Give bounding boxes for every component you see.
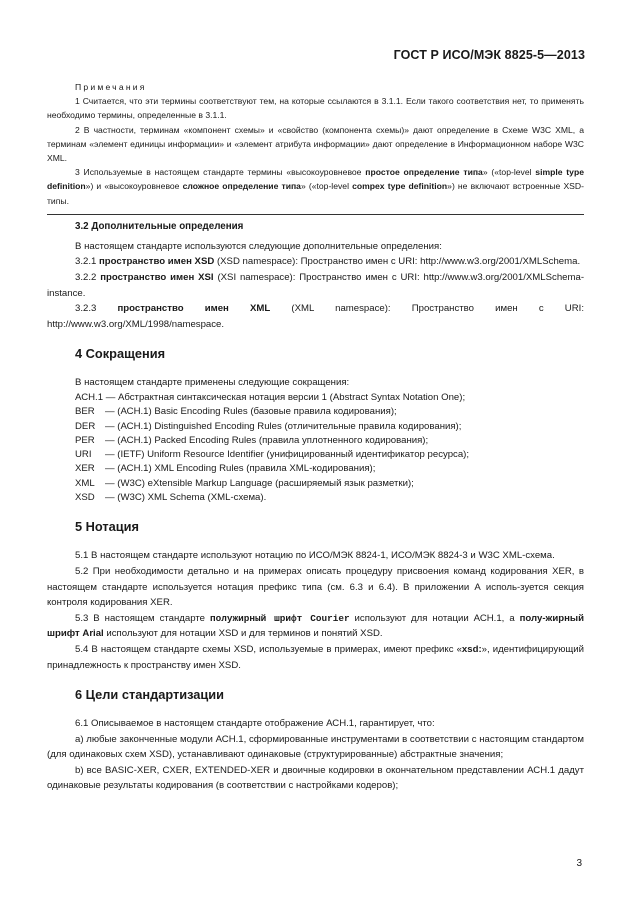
- section-3-2-heading: 3.2 Дополнительные определения: [75, 220, 244, 232]
- section-3-2-intro: В настоящем стандарте используются следующие дополнительные определения:: [75, 240, 442, 252]
- section-6-1-b: b) все BASIC-XER, CXER, EXTENDED-XER и двоичные кодировки в окончательном представлении АСН.1 дадут одинаковые результаты кодирования (в соответствии с настройками кодеров);: [47, 764, 584, 792]
- section-6-heading: 6 Цели стандартизации: [75, 687, 225, 703]
- abbreviation-list: [47, 405, 584, 505]
- section-4-heading: 4 Сокращения: [75, 346, 166, 362]
- abbr-row: PER — (АСН.1) Packed Encoding Rules (правила уплотненного кодирования);: [75, 434, 429, 446]
- abbr-row: XSD — (W3C) XML Schema (XML-схема).: [75, 492, 267, 504]
- definition-3-2-2: 3.2.2 пространство имен XSI (XSI namespace): Пространство имен с URI: http://www.w3.org/2001/XMLSchema-instance.: [47, 272, 585, 299]
- abbr-row: URI — (IETF) Uniform Resource Identifier (унифицированный идентификатор ресурса);: [75, 449, 470, 461]
- section-5-2: 5.2 При необходимости детально и на примерах описать процедуру присвоения команд кодирования XER, в настоящем стандарте используется нотация префикс типа (см. 6.3 и 6.4). В приложении А исполь-зуется секция контроля кодирования XER.: [47, 565, 584, 609]
- section-5-heading: 5 Нотация: [75, 519, 139, 535]
- page-number: 3: [576, 858, 582, 869]
- abbr-asn1: АСН.1 — Абстрактная синтаксическая нотация версии 1 (Abstract Syntax Notation One);: [75, 391, 466, 403]
- page-content: [47, 80, 584, 794]
- section-4-intro: В настоящем стандарте применены следующие сокращения:: [75, 377, 350, 389]
- definition-3-2-1: 3.2.1 пространство имен XSD (XSD namespace): Пространство имен с URI: http://www.w3.org/2001/XMLSchema.: [75, 256, 581, 268]
- note-1: 1 Считается, что эти термины соответствуют тем, на которые ссылаются в 3.1.1. Если такого соответствия нет, то применять необходимо термины, определенные в 3.1.1.: [47, 96, 584, 121]
- document-header: ГОСТ Р ИСО/МЭК 8825-5—2013: [393, 48, 585, 62]
- abbr-row: XER — (АСН.1) XML Encoding Rules (правила XML-кодирования);: [75, 463, 376, 475]
- notes-title: Примечания: [75, 82, 147, 92]
- abbr-row: DER — (АСН.1) Distinguished Encoding Rules (отличительные правила кодирования);: [75, 420, 462, 432]
- section-5-3: 5.3 В настоящем стандарте полужирный шрифт Courier используют для нотации АСН.1, а полу-жирный шрифт Arial используют для нотации XSD и для терминов и понятий XSD.: [47, 612, 584, 640]
- notes-divider: [47, 214, 584, 215]
- section-6-1: 6.1 Описываемое в настоящем стандарте отображение АСН.1, гарантирует, что:: [75, 718, 435, 730]
- definition-3-2-3: 3.2.3 пространство имен XML (XML namespace): Пространство имен с URI: http://www.w3.org/XML/1998/namespace.: [47, 303, 584, 330]
- note-2: 2 В частности, терминам «компонент схемы» и «свойство (компонента схемы)» дают определение в Схеме W3C XML, а терминам «элемент единицы информации» и «элемент атрибута информации» дают определение в Информационном наборе W3C XML.: [47, 124, 584, 164]
- section-6-1-a: а) любые законченные модули АСН.1, сформированные инструментами в соответствии с настоящим стандартом (для одинаковых схем XSD), устанавливают одинаковые (структурированные) абстрактные значения;: [47, 733, 584, 761]
- abbr-row: XML — (W3C) eXtensible Markup Language (расширяемый язык разметки);: [75, 477, 414, 489]
- section-5-4: 5.4 В настоящем стандарте схемы XSD, используемые в примерах, имеют префикс «xsd:», идентифицирующий принадлежность к пространству имен XSD.: [47, 643, 584, 671]
- note-3: 3 Используемые в настоящем стандарте термины «высокоуровневое простое определение типа» («top-level simple type definition») и «высокоуровневое сложное определение типа» («top-level compex type definition») не включают встроенные XSD-типы.: [47, 167, 584, 206]
- section-5-1: 5.1 В настоящем стандарте используют нотацию по ИСО/МЭК 8824-1, ИСО/МЭК 8824-3 и W3C XML-схема.: [75, 550, 555, 562]
- abbr-row: BER — (АСН.1) Basic Encoding Rules (базовые правила кодирования);: [75, 406, 397, 418]
